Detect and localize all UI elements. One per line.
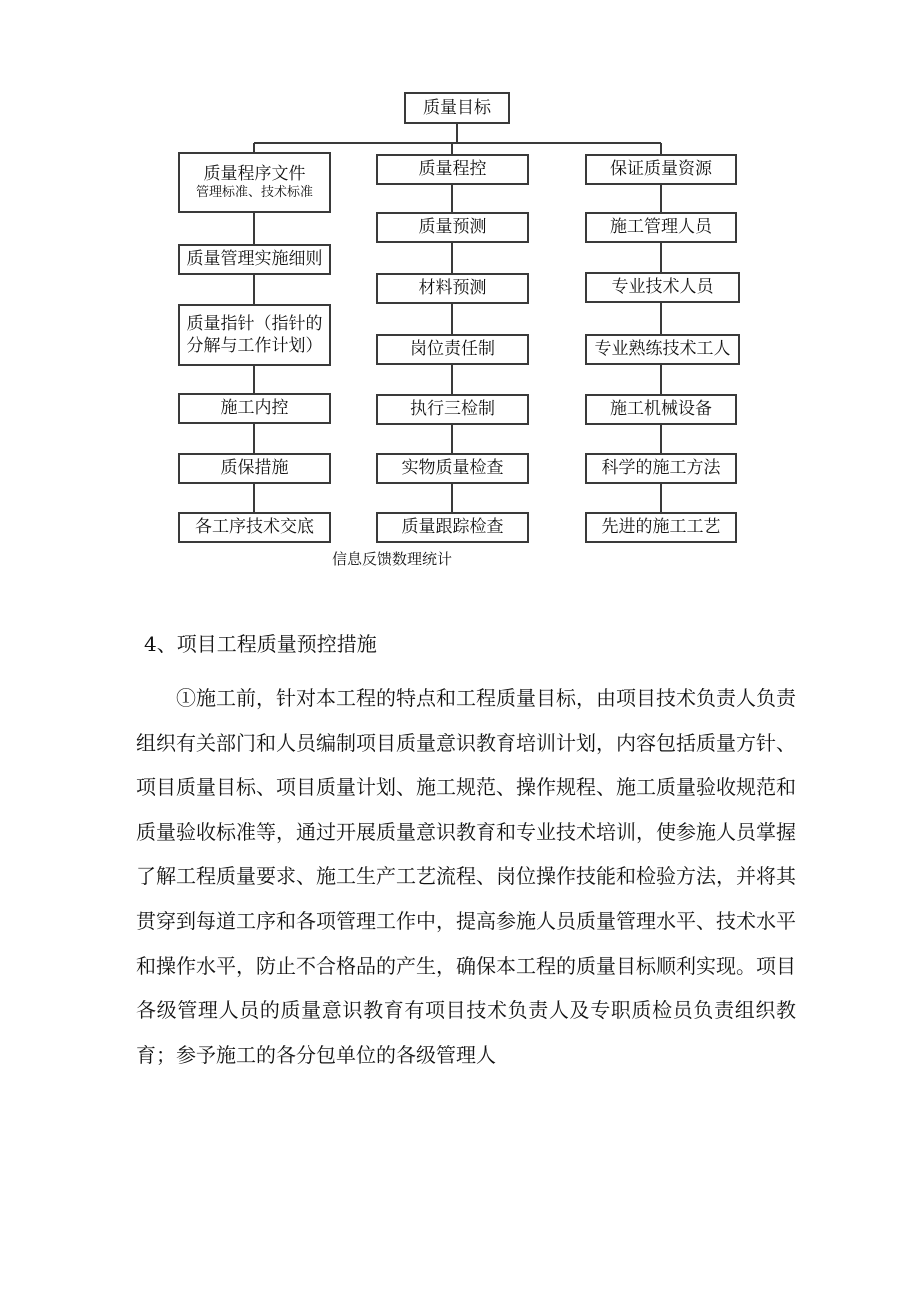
box-label: 施工机械设备 <box>610 399 712 420</box>
col1-box-1 <box>178 152 331 213</box>
col3-box-7 <box>585 512 737 543</box>
box-label: 岗位责任制 <box>410 339 495 360</box>
col3-box-2 <box>585 212 737 243</box>
box-sublabel: 管理标准、技术标准 <box>195 185 313 201</box>
col3-box-1 <box>585 154 737 185</box>
body-paragraph: ①施工前，针对本工程的特点和工程质量目标，由项目技术负责人负责组织有关部门和人员编制项目质量意识教育培训计划，内容包括质量方针、项目质量目标、项目质量计划、施工规范、操作规程、施工质量验收规范和质量验收标准等，通过开展质量意识教育和专业技术培训，使参施人员掌握了解工程质量要求、施工生产工艺流程、岗位操作技能和检验方法，并将其贯穿到每道工序和各项管理工作中，提高参施人员质量管理水平、技术水平和操作水平，防止不合格品的产生，确保本工程的质量目标顺利实现。项目各级管理人员的质量意识教育有项目技术负责人及专职质检员负责组织教育；参予施工的各分包单位的各级管理人 <box>136 686 796 1067</box>
col3-box-4 <box>585 334 740 365</box>
box-label: 质量指针（指针的 <box>186 313 323 334</box>
box-label: 实物质量检查 <box>401 458 504 479</box>
quality-target-flowchart <box>0 0 920 580</box>
box-label: 各工序技术交底 <box>195 517 314 538</box>
col1-box-6 <box>178 512 331 543</box>
col2-box-3 <box>376 273 529 304</box>
col2-box-4 <box>376 334 529 365</box>
box-label: 执行三检制 <box>410 399 495 420</box>
box-label: 保证质量资源 <box>610 159 712 180</box>
box-label: 先进的施工工艺 <box>601 517 721 538</box>
col3-box-6 <box>585 453 737 484</box>
col1-box-4 <box>178 393 331 424</box>
col1-box-2 <box>178 244 331 275</box>
box-label: 材料预测 <box>418 278 487 299</box>
box-label-line2: 分解与工作计划） <box>186 336 323 356</box>
box-label: 质量管理实施细则 <box>186 249 323 270</box>
col3-box-3 <box>585 272 740 303</box>
col2-box-1 <box>376 154 529 185</box>
box-label: 质量跟踪检查 <box>401 517 504 538</box>
col2-box-6 <box>376 453 529 484</box>
col2-box-7 <box>376 512 529 543</box>
col3-box-5 <box>585 394 737 425</box>
chart-caption: 信息反馈数理统计 <box>332 550 453 568</box>
box-label: 专业熟练技术工人 <box>594 339 731 360</box>
box-label: 质保措施 <box>220 458 289 479</box>
col2-box-2 <box>376 212 529 243</box>
col1-box-5 <box>178 453 331 484</box>
col2-box-5 <box>376 394 529 425</box>
box-label: 专业技术人员 <box>611 277 714 298</box>
box-label: 施工管理人员 <box>610 217 712 238</box>
box-label: 科学的施工方法 <box>601 458 721 479</box>
box-label: 质量预测 <box>418 217 487 238</box>
col1-box-3 <box>178 304 331 366</box>
root-box-label: 质量目标 <box>423 97 491 118</box>
root-box-quality-target <box>404 92 510 124</box>
box-label: 质量程序文件 <box>203 164 306 184</box>
section-heading: 4、项目工程质量预控措施 <box>144 632 377 656</box>
box-label: 质量程控 <box>418 159 487 180</box>
box-label: 施工内控 <box>220 398 289 419</box>
